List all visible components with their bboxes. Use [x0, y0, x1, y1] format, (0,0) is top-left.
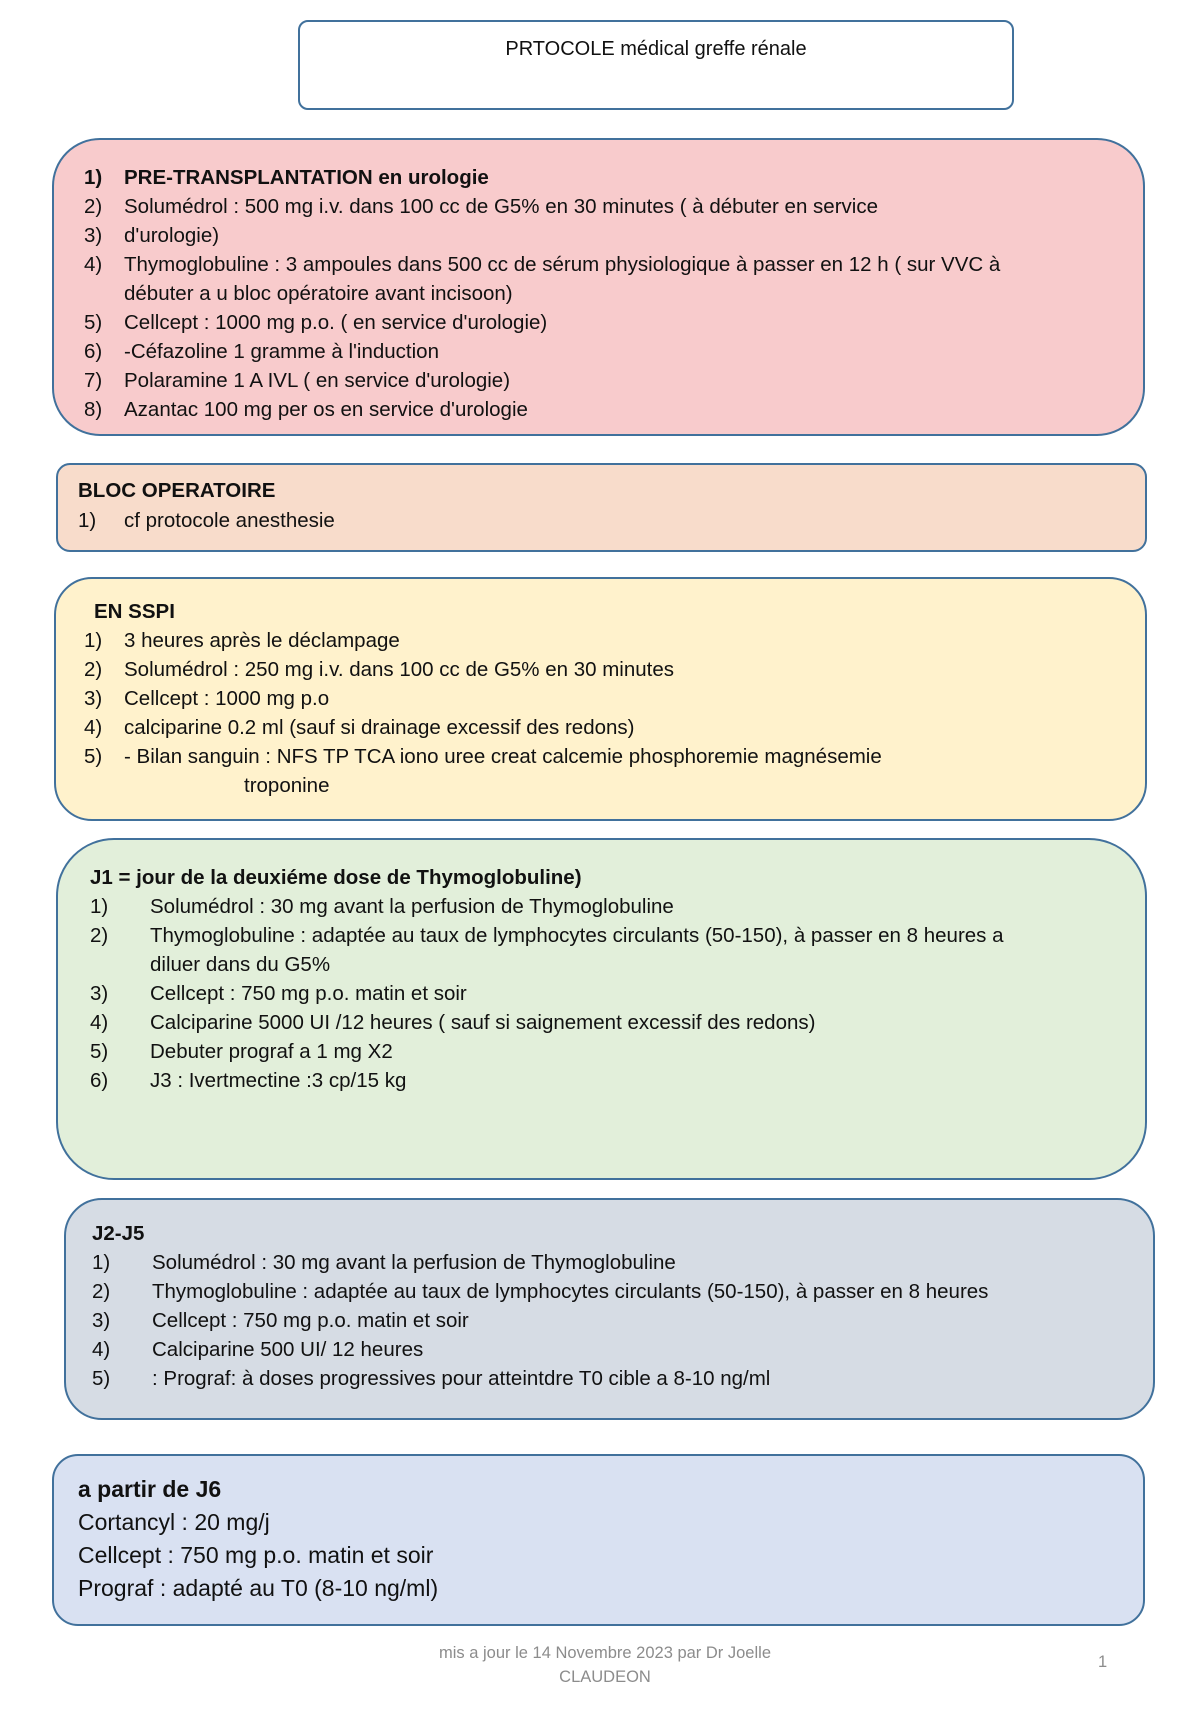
list-item: Thymoglobuline : adaptée au taux de lymphocytes circulants (50-150), à passer en 8 heures [152, 1280, 989, 1303]
list-item: Calciparine 500 UI/ 12 heures [152, 1338, 424, 1361]
list-item-continuation: troponine [244, 774, 330, 797]
list-item: Calciparine 5000 UI /12 heures ( sauf si saignement excessif des redons) [150, 1011, 816, 1034]
list-item: Cellcept : 1000 mg p.o [124, 687, 330, 710]
list-number: 1) [78, 509, 97, 532]
list-number: 3) [92, 1309, 111, 1332]
list-item: Thymoglobuline : adaptée au taux de lymphocytes circulants (50-150), à passer en 8 heures a [150, 924, 1004, 947]
section-heading: EN SSPI [94, 600, 175, 623]
list-item: cf protocole anesthesie [124, 509, 335, 532]
section-heading: J1 = jour de la deuxiéme dose de Thymoglobuline) [90, 866, 582, 889]
document-title: PRTOCOLE médical greffe rénale [505, 38, 807, 60]
list-item: Cortancyl : 20 mg/j [78, 1509, 270, 1535]
list-item: Cellcept : 750 mg p.o. matin et soir [150, 982, 467, 1005]
list-number: 2) [90, 924, 109, 947]
list-item: Cellcept : 1000 mg p.o. ( en service d'urologie) [124, 311, 548, 334]
list-item: 3 heures après le déclampage [124, 629, 400, 652]
list-item: d'urologie) [124, 224, 220, 247]
list-item: Cellcept : 750 mg p.o. matin et soir [152, 1309, 469, 1332]
list-item: Solumédrol : 250 mg i.v. dans 100 cc de G5% en 30 minutes [124, 658, 675, 681]
list-number: 2) [92, 1280, 111, 1303]
list-number: 4) [84, 253, 103, 276]
j2-j5-section [64, 1198, 1155, 1420]
list-item: Solumédrol : 500 mg i.v. dans 100 cc de G5% en 30 minutes ( à débuter en service [124, 195, 878, 218]
list-item: - Bilan sanguin : NFS TP TCA iono uree creat calcemie phosphoremie magnésemie [124, 745, 882, 768]
section-heading: PRE-TRANSPLANTATION en urologie [124, 166, 489, 189]
list-item: Solumédrol : 30 mg avant la perfusion de Thymoglobuline [150, 895, 674, 918]
footer-update-line: mis a jour le 14 Novembre 2023 par Dr Joelle [439, 1644, 771, 1662]
bloc-operatoire-section [56, 463, 1147, 552]
list-number: 2) [84, 658, 103, 681]
list-number: 5) [90, 1040, 109, 1063]
list-number: 4) [84, 716, 103, 739]
pre-transplantation-section [52, 138, 1145, 436]
list-item: Solumédrol : 30 mg avant la perfusion de Thymoglobuline [152, 1251, 676, 1274]
list-number: 3) [84, 224, 103, 247]
list-number: 5) [84, 311, 103, 334]
list-item: Polaramine 1 A IVL ( en service d'urologie) [124, 369, 511, 392]
list-number: 1) [90, 895, 109, 918]
footer [380, 1641, 830, 1689]
list-number: 7) [84, 369, 103, 392]
list-number: 2) [84, 195, 103, 218]
footer-author-line: CLAUDEON [559, 1668, 651, 1686]
section-heading: J2-J5 [92, 1222, 145, 1245]
list-number: 4) [92, 1338, 111, 1361]
section-heading: a partir de J6 [78, 1476, 222, 1502]
list-number: 6) [90, 1069, 109, 1092]
sspi-section [54, 577, 1147, 821]
list-number: 8) [84, 398, 103, 421]
list-item: Debuter prograf a 1 mg X2 [150, 1040, 393, 1063]
list-item: Cellcept : 750 mg p.o. matin et soir [78, 1542, 434, 1568]
list-item: Azantac 100 mg per os en service d'urologie [124, 398, 528, 421]
list-number: 1) [84, 166, 103, 189]
list-number: 1) [92, 1251, 111, 1274]
list-number: 5) [84, 745, 103, 768]
list-item: Prograf : adapté au T0 (8-10 ng/ml) [78, 1575, 439, 1601]
j1-section [56, 838, 1147, 1180]
list-number: 4) [90, 1011, 109, 1034]
list-number: 5) [92, 1367, 111, 1390]
list-item-continuation: diluer dans du G5% [150, 953, 331, 976]
page-number: 1 [1098, 1653, 1108, 1671]
list-item: -Céfazoline 1 gramme à l'induction [124, 340, 439, 363]
title-box [298, 20, 1014, 110]
list-item: calciparine 0.2 ml (sauf si drainage excessif des redons) [124, 716, 635, 739]
list-item: Thymoglobuline : 3 ampoules dans 500 cc de sérum physiologique à passer en 12 h ( sur VVC à [124, 253, 1001, 276]
list-number: 1) [84, 629, 103, 652]
list-number: 3) [84, 687, 103, 710]
list-number: 3) [90, 982, 109, 1005]
list-item: J3 : Ivertmectine :3 cp/15 kg [150, 1069, 407, 1092]
list-item-continuation: débuter a u bloc opératoire avant incisoon) [124, 282, 513, 305]
j6-section [52, 1454, 1145, 1626]
list-item: : Prograf: à doses progressives pour atteintdre T0 cible a 8-10 ng/ml [152, 1367, 771, 1390]
section-heading: BLOC OPERATOIRE [78, 479, 276, 502]
list-number: 6) [84, 340, 103, 363]
